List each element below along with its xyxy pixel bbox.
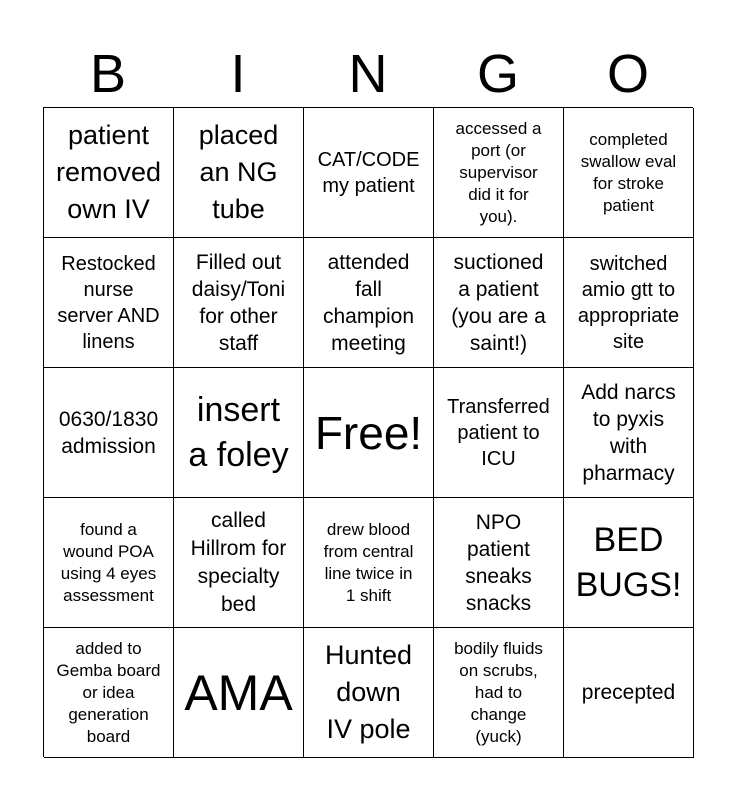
cell-text: AMA — [184, 664, 293, 721]
cell-text: CAT/CODE my patient — [317, 148, 420, 197]
cell-text: completed swallow eval for stroke patient — [580, 129, 677, 215]
cell-text: precepted — [581, 681, 676, 704]
bingo-cell[interactable] — [434, 628, 564, 758]
bingo-cell[interactable] — [174, 108, 304, 238]
bingo-cell[interactable] — [174, 368, 304, 498]
bingo-cell[interactable] — [564, 368, 694, 498]
bingo-header — [43, 42, 693, 106]
bingo-cell[interactable] — [44, 368, 174, 498]
bingo-cell[interactable] — [174, 628, 304, 758]
cell-text: found a wound POA using 4 eyes assessment — [60, 519, 157, 605]
cell-text: drew blood from central line twice in 1 shift — [323, 519, 414, 605]
cell-text: Transferred patient to ICU — [447, 395, 550, 470]
bingo-cell[interactable] — [434, 108, 564, 238]
cell-text: Filled out daisy/Toni for other staff — [191, 250, 286, 355]
bingo-cell[interactable] — [434, 368, 564, 498]
bingo-cell[interactable] — [44, 238, 174, 368]
cell-text: suctioned a patient (you are a saint!) — [451, 250, 546, 355]
cell-text: BED BUGS! — [575, 520, 682, 604]
bingo-cell[interactable] — [564, 108, 694, 238]
bingo-cell[interactable] — [44, 108, 174, 238]
cell-text: switched amio gtt to appropriate site — [577, 252, 680, 353]
bingo-cell[interactable] — [304, 498, 434, 628]
header-letter-b: B — [89, 44, 127, 104]
bingo-cell[interactable] — [564, 238, 694, 368]
cell-text: patient removed own IV — [55, 120, 162, 224]
cell-text: Restocked nurse server AND linens — [57, 252, 160, 353]
free-space-text: Free! — [314, 406, 423, 459]
bingo-cell[interactable] — [434, 498, 564, 628]
bingo-cell[interactable] — [174, 238, 304, 368]
bingo-cell[interactable] — [174, 498, 304, 628]
bingo-cell[interactable] — [304, 108, 434, 238]
cell-text: insert a foley — [188, 390, 289, 474]
cell-text: attended fall champion meeting — [322, 250, 415, 355]
cell-text: 0630/1830 admission — [58, 407, 159, 458]
cell-text: bodily fluids on scrubs, had to change (yuck) — [454, 638, 543, 746]
header-letter-o: O — [606, 44, 649, 104]
cell-text: placed an NG tube — [198, 120, 279, 224]
bingo-cell[interactable] — [44, 628, 174, 758]
header-letter-g: G — [476, 44, 519, 104]
bingo-cell[interactable] — [564, 498, 694, 628]
bingo-cell[interactable] — [304, 238, 434, 368]
cell-text: called Hillrom for specialty bed — [190, 508, 287, 616]
cell-text: NPO patient sneaks snacks — [465, 510, 532, 615]
cell-text: Hunted down IV pole — [324, 640, 413, 744]
bingo-cell[interactable] — [304, 628, 434, 758]
cell-text: accessed a port (or supervisor did it for you). — [455, 118, 542, 226]
bingo-cell[interactable] — [434, 238, 564, 368]
bingo-cell[interactable] — [564, 628, 694, 758]
bingo-cell[interactable] — [44, 498, 174, 628]
cell-text: Add narcs to pyxis with pharmacy — [581, 380, 676, 485]
bingo-cell-free[interactable] — [304, 368, 434, 498]
header-letter-n: N — [348, 44, 388, 104]
bingo-card-grid — [43, 107, 693, 757]
cell-text: added to Gemba board or idea generation board — [56, 638, 161, 746]
header-letter-i: I — [230, 44, 246, 104]
